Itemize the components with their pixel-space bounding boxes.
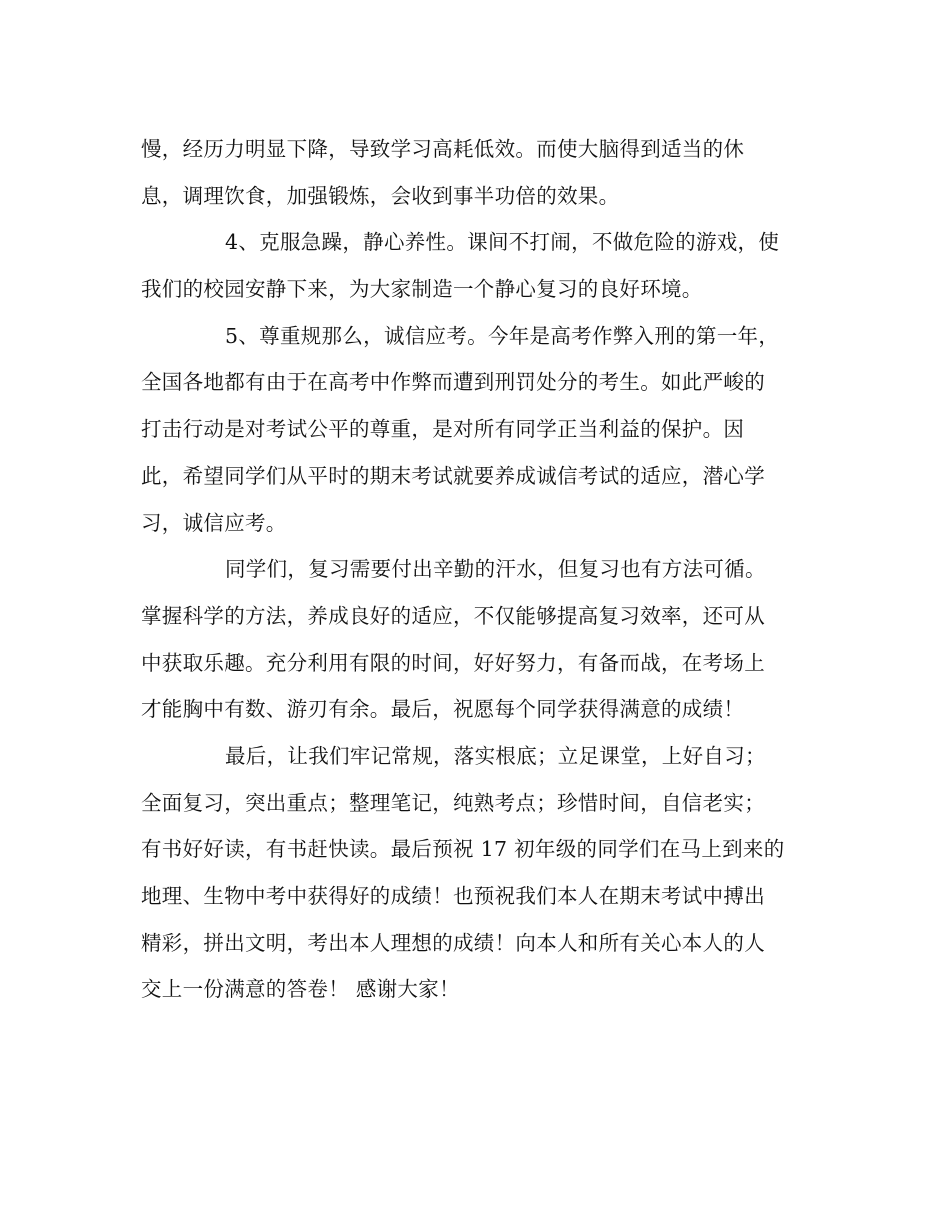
text-line: 全国各地都有由于在高考中作弊而遭到刑罚处分的考生。如此严峻的 (141, 370, 765, 395)
text-line: 精彩，拼出文明，考出本人理想的成绩！向本人和所有关心本人的人 (141, 930, 765, 955)
text-line: 最后，让我们牢记常规，落实根底；立足课堂，上好自习； (225, 743, 766, 768)
text-line: 我们的校园安静下来，为大家制造一个静心复习的良好环境。 (141, 277, 703, 302)
text-line: 慢，经历力明显下降，导致学习高耗低效。而使大脑得到适当的休 (141, 137, 745, 161)
text-line: 地理、生物中考中获得好的成绩！也预祝我们本人在期末考试中搏出 (141, 884, 765, 908)
text-line: 5、尊重规那么，诚信应考。今年是高考作弊入刑的第一年， (225, 323, 780, 348)
text-line: 息，调理饮食，加强锻炼，会收到事半功倍的效果。 (141, 183, 620, 208)
text-line: 中获取乐趣。充分利用有限的时间，好好努力，有备而战，在考场上 (141, 650, 765, 675)
text-line: 习，诚信应考。 (141, 510, 287, 535)
text-line: 才能胸中有数、游刃有余。最后，祝愿每个同学获得满意的成绩！ (141, 697, 745, 722)
text-line: 此，希望同学们从平时的期末考试就要养成诚信考试的适应，潜心学 (141, 463, 765, 488)
text-line: 有书好好读，有书赶快读。最后预祝 17 初年级的同学们在马上到来的 (141, 837, 785, 862)
text-line: 4、克服急躁，静心养性。课间不打闹，不做危险的游戏，使 (225, 230, 780, 255)
text-line: 交上一份满意的答卷！ 感谢大家！ (141, 977, 460, 1002)
text-line: 全面复习，突出重点；整理笔记，纯熟考点；珍惜时间，自信老实； (141, 790, 765, 815)
text-line: 打击行动是对考试公平的尊重，是对所有同学正当利益的保护。因 (141, 417, 745, 442)
text-line: 同学们，复习需要付出辛勤的汗水，但复习也有方法可循。 (225, 557, 766, 582)
text-line: 掌握科学的方法，养成良好的适应，不仅能够提高复习效率，还可从 (141, 603, 765, 628)
document-body (141, 126, 811, 1013)
